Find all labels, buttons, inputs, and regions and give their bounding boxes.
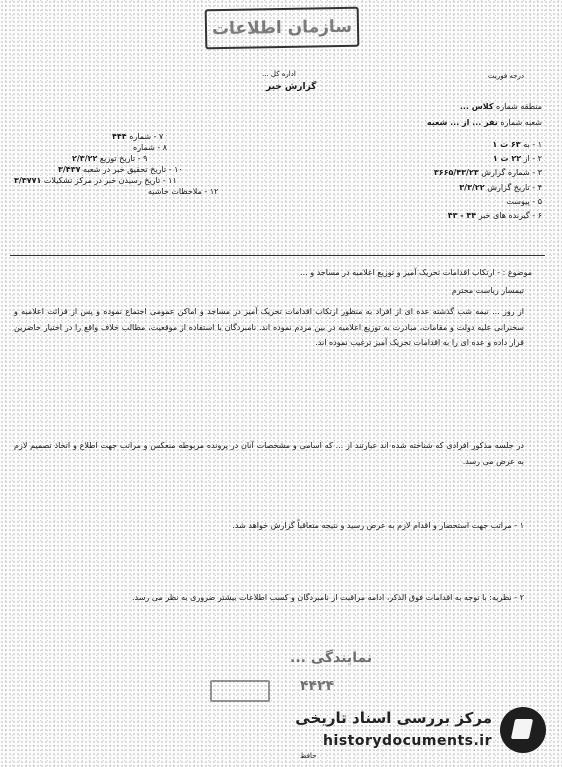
archive-logo-icon xyxy=(500,707,546,753)
left-field-row: ۱۰ - تاریخ تحقیق خبر در شعبه ۳/۴۳۷ xyxy=(58,165,183,174)
left-field-row: ۱۲ - ملاحظات حاشیه xyxy=(148,187,219,196)
signature-handwriting: نمایندگی ... xyxy=(290,650,373,666)
right-field-row: ۶ - گیرنده های خبر ۴۴ - ۴۳ xyxy=(447,211,542,220)
right-field-row: ۲ - از ۲۲ ت ۱ xyxy=(492,154,542,163)
left-field-row: ۸ - شماره xyxy=(133,143,168,152)
right-field-row: ۳ - شماره گزارش ۳۶۶۵/۴۳/۲۳ xyxy=(433,168,542,177)
salutation: تیمسار ریاست محترم xyxy=(451,286,524,295)
signature-number: ۴۴۲۴ xyxy=(300,678,335,694)
right-field-row: ۱ - به ۶۳ ت ۱ xyxy=(492,140,542,149)
subject-line: موضوع : - ارتکاب اقدامات تحریک آمیز و توزیع اعلامیه در مساجد و ... xyxy=(300,268,532,277)
classification-label: درجه فوریت xyxy=(488,72,524,80)
separator-line xyxy=(10,255,545,256)
body-paragraph: ۱ - مراتب جهت استحضار و اقدام لازم به عرض رسید و نتیجه متعاقباً گزارش خواهد شد. xyxy=(232,521,524,530)
body-paragraph: در جلسه مذکور افرادی که شناخته شده اند عبارتند از ... که اسامی و مشخصات آنان در پرونده مربوطه منعکس و مراتب جهت اطلاع و اتخاذ تصمیم لازم به عرض می رسد. xyxy=(14,441,524,466)
right-field-row: ۵ - پیوست xyxy=(506,197,542,206)
watermark-url: historydocuments.ir xyxy=(323,733,492,749)
body-paragraph: ۲ - نظریه: با توجه به اقدامات فوق الذکر، ادامه مراقبت از نامبردگان و کسب اطلاعات بیشتر ضروری به نظر می رسد. xyxy=(131,593,524,602)
watermark-logo xyxy=(282,703,552,761)
document-title: گزارش خبر xyxy=(266,82,317,92)
right-field-row: ۴ - تاریخ گزارش ۳/۳/۲۲ xyxy=(459,183,542,192)
rubber-stamp xyxy=(210,680,270,702)
right-field-row: منطقه شماره کلاس ... xyxy=(459,102,542,111)
signature-caption: حافظ xyxy=(300,752,317,760)
body-paragraph: از روز ... نیمه شب گذشته عده ای از افراد به منظور ارتکاب اقدامات تحریک آمیز در مساجد و اماکن عمومی اجتماع نموده و پس از قرائت اعلامیه و سخنرانی علیه دولت و مقامات، مبادرت به توزیع اعلامیه در بین مردم نموده اند. نامبردگان با استفاده از موقعیت، مطالب خلاف واقع را در اختیار حاضرین قرار داده و عده ای را به اقدامات تحریک آمیز ترغیب نموده اند. xyxy=(14,307,524,348)
right-field-row: شعبه شماره نفر ... از ... شعبه xyxy=(426,118,542,127)
left-field-row: ۹ - تاریخ توزیع ۲/۳/۲۲ xyxy=(72,154,148,163)
department-line: اداره کل ... xyxy=(262,70,296,78)
header-stamp-text: سازمان اطلاعات xyxy=(211,16,353,40)
watermark-persian: مرکز بررسی اسناد تاریخی xyxy=(295,709,492,727)
left-field-row: ۷ - شماره ۴۴۴ xyxy=(112,132,164,141)
left-field-row: ۱۱ - تاریخ رسیدن خبر در مرکز تشکیلات ۳/۳۷۷۱ xyxy=(14,176,177,185)
header-stamp xyxy=(205,7,360,50)
